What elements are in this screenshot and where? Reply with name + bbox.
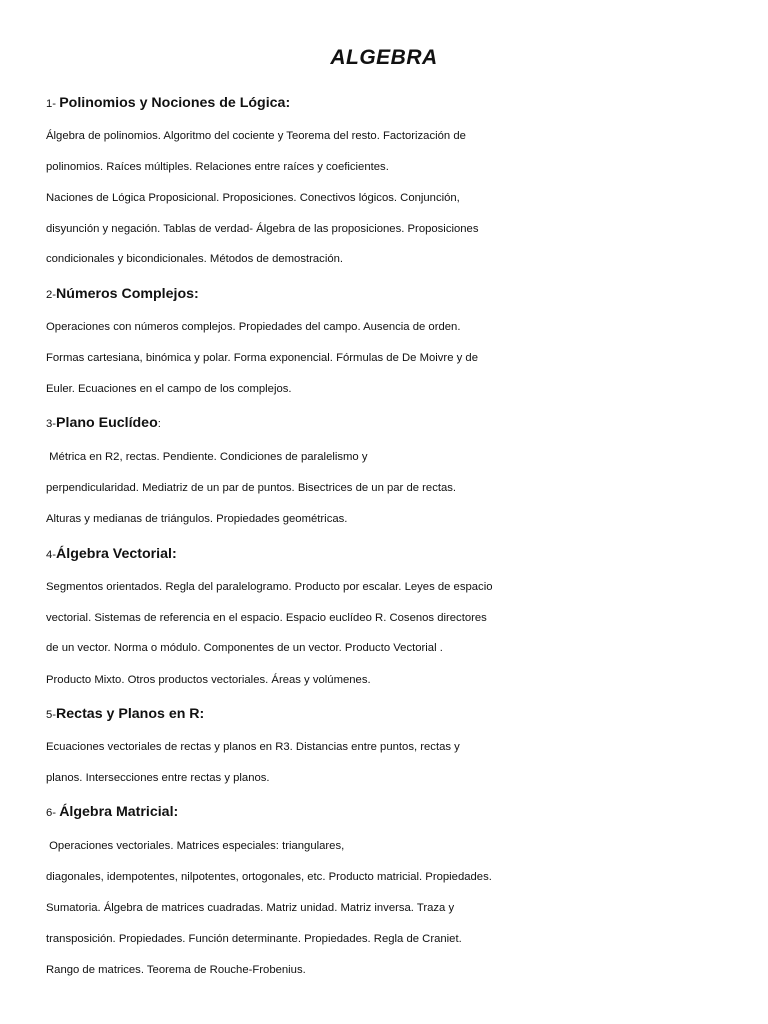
section-4-number: 4- — [46, 549, 57, 561]
section-4-heading — [46, 545, 177, 564]
section-3-line-2: perpendicularidad. Mediatriz de un par de puntos. Bisectrices de un par de rectas. — [46, 482, 457, 494]
section-6-line-4: transposición. Propiedades. Función determinante. Propiedades. Regla de Craniet. — [46, 933, 462, 945]
section-4-line-2: vectorial. Sistemas de referencia en el espacio. Espacio euclídeo R. Cosenos directores — [46, 612, 487, 624]
section-3-heading — [46, 414, 161, 433]
section-1-line-4: disyunción y negación. Tablas de verdad- Álgebra de las proposiciones. Proposiciones — [46, 223, 479, 235]
section-3-number: 3- — [46, 418, 57, 430]
section-1-line-2: polinomios. Raíces múltiples. Relaciones entre raíces y coeficientes. — [46, 161, 389, 173]
section-5-heading — [46, 705, 204, 724]
section-4-title: Álgebra Vectorial: — [56, 546, 177, 562]
section-6-line-1: Operaciones vectoriales. Matrices especiales: triangulares, — [46, 840, 345, 852]
section-1-line-5: condicionales y bicondicionales. Métodos de demostración. — [46, 253, 344, 265]
section-4-line-1: Segmentos orientados. Regla del paralelogramo. Producto por escalar. Leyes de espacio — [46, 581, 493, 593]
section-4-line-3: de un vector. Norma o módulo. Componentes de un vector. Producto Vectorial . — [46, 642, 443, 654]
section-6-heading — [46, 803, 178, 822]
section-3-line-1: Métrica en R2, rectas. Pendiente. Condiciones de paralelismo y — [46, 451, 368, 463]
document-title: ALGEBRA — [330, 46, 438, 69]
section-3-line-3: Alturas y medianas de triángulos. Propiedades geométricas. — [46, 513, 348, 525]
section-1-number: 1- — [46, 98, 60, 110]
section-5-line-1: Ecuaciones vectoriales de rectas y planos en R3. Distancias entre puntos, rectas y — [46, 741, 460, 753]
section-6-title: Álgebra Matricial: — [59, 804, 179, 820]
section-2-line-1: Operaciones con números complejos. Propiedades del campo. Ausencia de orden. — [46, 321, 461, 333]
section-6-line-3: Sumatoria. Álgebra de matrices cuadradas. Matriz unidad. Matriz inversa. Traza y — [46, 902, 455, 914]
section-5-number: 5- — [46, 709, 57, 721]
section-2-line-3: Euler. Ecuaciones en el campo de los complejos. — [46, 383, 292, 395]
section-2-line-2: Formas cartesiana, binómica y polar. Forma exponencial. Fórmulas de De Moivre y de — [46, 352, 478, 364]
section-1-line-3: Naciones de Lógica Proposicional. Proposiciones. Conectivos lógicos. Conjunción, — [46, 192, 460, 204]
section-1-heading — [46, 94, 290, 113]
section-6-line-5: Rango de matrices. Teorema de Rouche-Frobenius. — [46, 964, 306, 976]
section-6-number: 6- — [46, 807, 60, 819]
section-1-title: Polinomios y Nociones de Lógica: — [59, 95, 291, 111]
section-5-title: Rectas y Planos en R: — [56, 706, 205, 722]
section-3-title: Plano Euclídeo — [56, 415, 158, 431]
section-2-heading — [46, 285, 199, 304]
section-2-number: 2- — [46, 289, 57, 301]
section-3-suffix: : — [157, 418, 161, 430]
section-2-title: Números Complejos: — [56, 286, 199, 302]
section-5-line-2: planos. Intersecciones entre rectas y planos. — [46, 772, 270, 784]
section-1-line-1: Álgebra de polinomios. Algoritmo del cociente y Teorema del resto. Factorización de — [46, 130, 466, 142]
section-6-line-2: diagonales, idempotentes, nilpotentes, ortogonales, etc. Producto matricial. Propiedades. — [46, 871, 492, 883]
section-4-line-4: Producto Mixto. Otros productos vectoriales. Áreas y volúmenes. — [46, 674, 371, 686]
